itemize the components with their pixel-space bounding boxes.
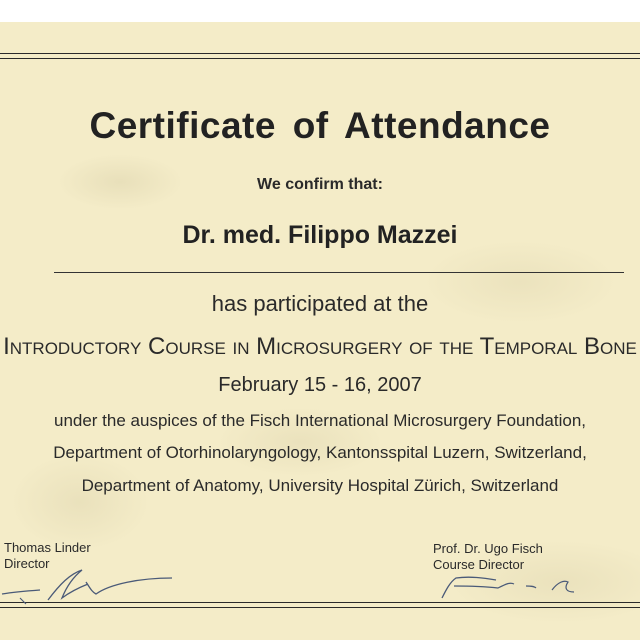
course-dates: February 15 - 16, 2007 <box>218 374 422 396</box>
attendee-name: Dr. med. Filippo Mazzei <box>182 221 458 249</box>
participated-text: has participated at the <box>211 291 429 316</box>
auspices-line-2: Department of Otorhinolaryngology, Kantonsspital Luzern, Switzerland, <box>53 443 587 462</box>
signature-left <box>0 564 190 608</box>
name-underline <box>54 272 624 273</box>
certificate-title: Certificate of Attendance <box>89 105 551 146</box>
signatory-right-role: Course Director <box>433 557 525 572</box>
auspices-line-1: under the auspices of the Fisch International Microsurgery Foundation, <box>53 411 586 430</box>
signature-right <box>440 572 580 602</box>
auspices-line-3: Department of Anatomy, University Hospital Zürich, Switzerland <box>81 476 559 495</box>
confirm-text: We confirm that: <box>257 176 383 193</box>
top-border-line <box>0 53 640 54</box>
signatory-right-name: Prof. Dr. Ugo Fisch <box>433 541 543 556</box>
signatory-left-role: Director <box>4 556 50 571</box>
signatory-right <box>433 541 543 573</box>
top-border-line-inner <box>0 58 640 59</box>
course-name: Introductory Course in Microsurgery of the Temporal Bone <box>3 333 637 360</box>
signatory-left-name: Thomas Linder <box>4 540 91 555</box>
